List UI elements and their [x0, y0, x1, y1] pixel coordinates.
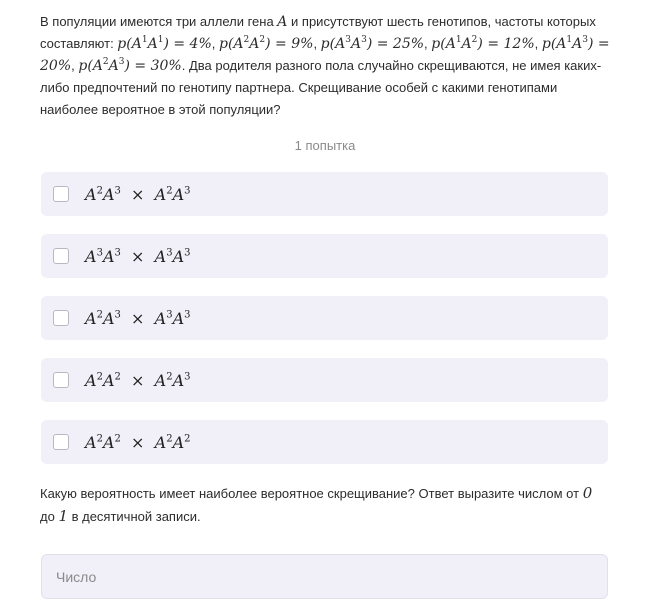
question-outro: . Два родителя разного пола случайно скрещиваются, не имея каких-либо предпочтений по генотипу партнера. Скрещивание особей с какими генотипами наиболее вероятное в этой популяции?	[40, 58, 602, 117]
frequency-item: $p(A^1A^1) = 4\%$	[117, 35, 212, 52]
checkbox-icon[interactable]	[53, 434, 69, 450]
range-from: 0	[582, 484, 593, 502]
option-1[interactable]	[41, 172, 608, 216]
option-5[interactable]	[41, 420, 608, 464]
option-label: $A^2A^2 \times A^2A^3$	[85, 370, 191, 390]
frequency-item: $p(A^2A^3) = 30\%$	[78, 57, 182, 74]
question-intro: В популяции имеются три аллели гена	[40, 14, 278, 29]
option-label: $A^2A^2 \times A^2A^2$	[85, 432, 191, 452]
question-text	[40, 11, 610, 121]
option-3[interactable]	[41, 296, 608, 340]
probability-question	[40, 482, 610, 528]
option-label: $A^2A^3 \times A^2A^3$	[85, 184, 191, 204]
probability-text-1: Какую вероятность имеет наиболее вероятное скрещивание? Ответ выразите числом от	[40, 486, 583, 501]
checkbox-icon[interactable]	[53, 248, 69, 264]
option-label: $A^2A^3 \times A^3A^3$	[85, 308, 191, 328]
probability-text-2: до	[40, 509, 59, 524]
option-label: $A^3A^3 \times A^3A^3$	[85, 246, 191, 266]
frequency-item: $p(A^3A^3) = 25\%$	[320, 35, 425, 52]
frequency-item: $p(A^1A^2) = 12\%$	[431, 35, 535, 52]
option-2[interactable]	[41, 234, 608, 278]
gene-symbol: A	[277, 14, 288, 30]
option-4[interactable]	[41, 358, 608, 402]
frequency-list: $p(A^1A^1) = 4\%$, $p(A^2A^2) = 9\%$, $p(A^3A^3) = 25\%$, $p(A^1A^2) = 12\%$, $p(A^1A^3) = 20\%$, $p(A^2A^3) = 30\%$	[40, 35, 610, 74]
checkbox-icon[interactable]	[53, 372, 69, 388]
question-intro-2: и присутствуют шесть генотипов, частоты которых составляют:	[40, 14, 596, 51]
checkbox-icon[interactable]	[53, 186, 69, 202]
number-input[interactable]	[41, 554, 608, 599]
checkbox-icon[interactable]	[53, 310, 69, 326]
probability-text-3: в десятичной записи.	[67, 509, 201, 524]
attempts-counter: 1 попытка	[294, 138, 356, 153]
frequency-item: $p(A^1A^3) = 20\%$	[40, 35, 610, 74]
range-to: 1	[58, 507, 68, 525]
frequency-item: $p(A^2A^2) = 9\%$	[218, 35, 314, 52]
